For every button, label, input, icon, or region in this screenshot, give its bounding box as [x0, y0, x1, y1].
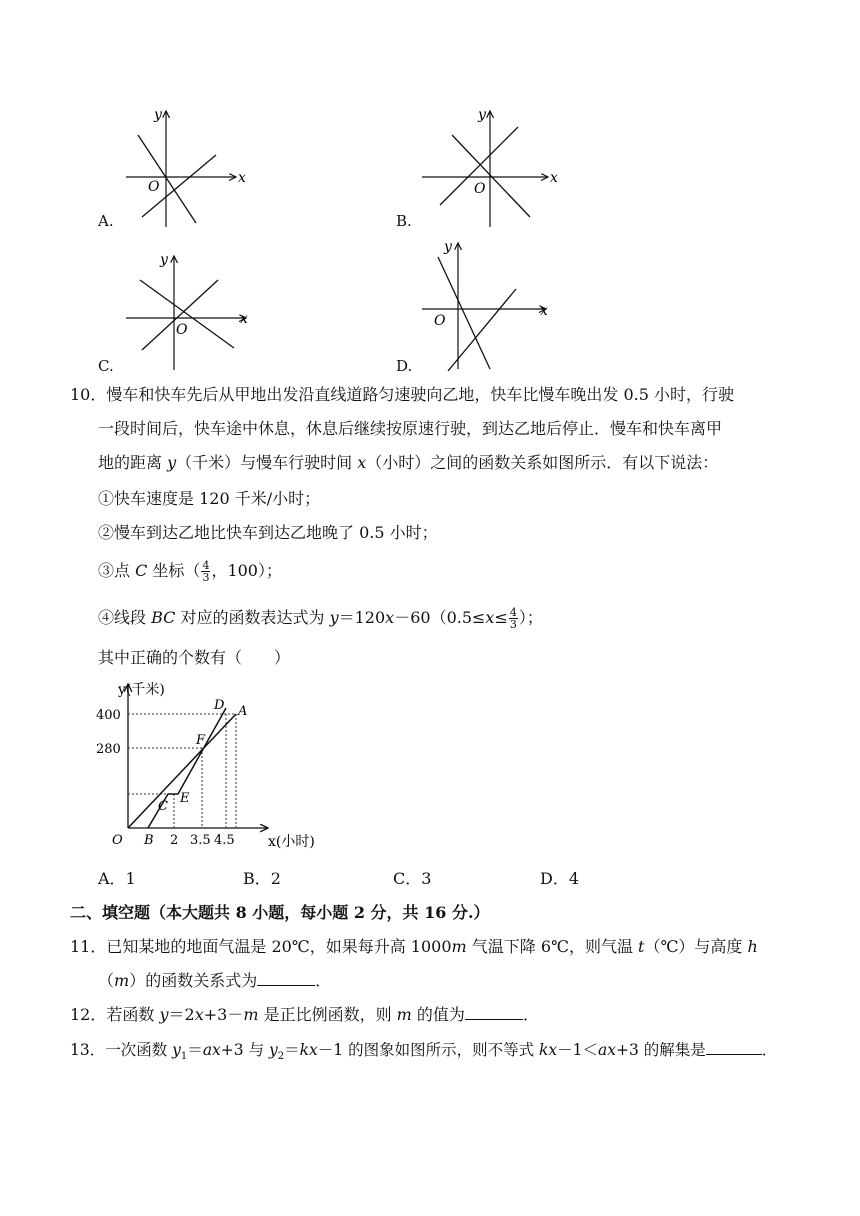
subscript: 2: [277, 1051, 285, 1063]
text: ＝2: [168, 1005, 195, 1024]
var-y2: y: [269, 1041, 278, 1059]
var-kx: kx: [299, 1041, 318, 1059]
var-x: x: [385, 608, 395, 627]
q10-statement-1: ①快车速度是 120 千米/小时；: [98, 489, 321, 508]
text: （℃）与高度: [644, 937, 748, 956]
q10-option-d[interactable]: D．4: [540, 869, 580, 888]
segment-bc: BC: [151, 608, 176, 627]
var-y: y: [167, 453, 177, 472]
section-2-title: 二、填空题（本大题共 8 小题，每小题 2 分，共 16 分.）: [70, 903, 490, 922]
text: 是正比例函数，则: [258, 1005, 397, 1024]
graph-ylabel: y(千米): [118, 682, 165, 698]
answer-blank[interactable]: [257, 971, 315, 986]
y-label: y: [444, 239, 452, 255]
text: 的值为: [411, 1005, 465, 1024]
tick-x35: 3.5: [190, 833, 211, 848]
q9-graph-a-svg: [118, 105, 248, 230]
text: ＝120: [338, 608, 386, 627]
y-label: y: [160, 252, 168, 268]
text: 气温下降 6℃，则气温: [466, 937, 639, 956]
q9-option-a-label[interactable]: A.: [98, 212, 114, 230]
q10-graph-svg: [90, 672, 340, 857]
q10-option-b[interactable]: B．2: [243, 869, 281, 888]
point-f-label: F: [196, 733, 206, 748]
tick-x2: 2: [170, 833, 179, 848]
text: ）的函数关系式为: [129, 971, 258, 990]
q13-line: [70, 1039, 777, 1068]
origin-label: O: [474, 181, 486, 197]
var-m: m: [243, 1005, 259, 1024]
text: 11．已知某地的地面气温是 20℃，如果每升高 1000: [70, 937, 452, 956]
q11-line1: [70, 936, 758, 958]
point-b-label: B: [144, 833, 154, 848]
text: 地的距离: [98, 453, 168, 472]
text: ④线段: [98, 608, 152, 627]
q10-stem-line3: [98, 452, 718, 474]
point-c-label: C: [158, 799, 168, 814]
q9-option-b-label[interactable]: B.: [396, 212, 412, 230]
var-y: y: [159, 1005, 169, 1024]
denominator: 3: [509, 618, 517, 631]
text: －1 的图象如图所示，则不等式: [317, 1041, 540, 1059]
text: －1＜: [557, 1041, 599, 1059]
fraction: [201, 560, 210, 583]
q12-line: [70, 1004, 539, 1026]
text: ＝: [284, 1041, 300, 1059]
text: ≤: [494, 608, 508, 627]
numerator: 4: [202, 559, 210, 572]
x-label: x: [240, 311, 248, 327]
var-x: x: [357, 453, 367, 472]
text: ．: [522, 1005, 539, 1024]
text: －60（0.5≤: [394, 608, 486, 627]
q9-graph-b-svg: [418, 105, 558, 230]
line-1: [142, 280, 218, 350]
answer-blank[interactable]: [465, 1005, 523, 1020]
text: 对应的函数表达式为: [175, 608, 330, 627]
origin-label: O: [112, 833, 123, 848]
origin-label: O: [176, 322, 188, 338]
q10-graph: [90, 672, 340, 857]
text: （千米）与慢车行驶时间: [176, 453, 358, 472]
q10-stem-line1: 10．慢车和快车先后从甲地出发沿直线道路匀速驶向乙地，快车比慢车晚出发 0.5 小时，行驶: [70, 385, 734, 404]
x-label: x: [238, 170, 246, 186]
unit-m: m: [451, 937, 467, 956]
point-a-label: A: [238, 704, 248, 719]
text: +3 与: [220, 1041, 269, 1059]
var-kx: kx: [539, 1041, 558, 1059]
q10-stem-line2: 一段时间后，快车途中休息，休息后继续按原速行驶，到达乙地后停止．慢车和快车离甲: [98, 419, 723, 438]
text: （: [98, 971, 115, 990]
text: ）；: [518, 608, 543, 627]
var-m: m: [396, 1005, 412, 1024]
var-x: x: [485, 608, 495, 627]
origin-label: O: [434, 313, 446, 329]
tick-x45: 4.5: [214, 833, 235, 848]
unit-m: m: [114, 971, 130, 990]
q10-statement-2: ②慢车到达乙地比快车到达乙地晚了 0.5 小时；: [98, 523, 438, 542]
var-ax: ax: [598, 1041, 617, 1059]
q10-statement-3: [98, 560, 282, 583]
text: 13．一次函数: [70, 1041, 173, 1059]
var-x: x: [194, 1005, 204, 1024]
text: （小时）之间的函数关系如图所示．有以下说法：: [366, 453, 719, 472]
tick-280: 280: [96, 742, 121, 757]
text: 坐标（: [147, 561, 201, 580]
fraction: [509, 607, 518, 630]
text: ．: [761, 1041, 778, 1059]
var-y1: y: [172, 1041, 181, 1059]
q9-graph-d: [418, 237, 558, 372]
denominator: 3: [202, 571, 210, 584]
point-c: C: [135, 561, 148, 580]
text: ，100）；: [211, 561, 282, 580]
q9-graph-c: [120, 250, 255, 375]
var-y: y: [329, 608, 339, 627]
tick-400: 400: [96, 708, 121, 723]
q10-option-a[interactable]: A．1: [98, 869, 136, 888]
q9-graph-b: [418, 105, 558, 230]
line-2: [452, 135, 530, 217]
slow-car-line: [128, 714, 236, 828]
y-label: y: [478, 107, 486, 123]
origin-label: O: [148, 179, 160, 195]
text: ＝: [187, 1041, 203, 1059]
q10-statement-4: [98, 607, 543, 630]
point-d-label: D: [214, 698, 225, 713]
text: ③点: [98, 561, 136, 580]
q11-line2: [98, 970, 331, 992]
numerator: 4: [509, 606, 517, 619]
x-label: x: [550, 170, 558, 186]
q10-ask: 其中正确的个数有（ ）: [98, 648, 291, 667]
point-e-label: E: [180, 791, 190, 806]
q10-option-c[interactable]: C．3: [393, 869, 432, 888]
y-label: y: [154, 107, 162, 123]
q9-option-c-label[interactable]: C.: [98, 357, 114, 375]
var-h: h: [747, 937, 758, 956]
graph-xlabel: x(小时): [268, 834, 315, 850]
q9-option-d-label[interactable]: D.: [396, 357, 413, 375]
text: ．: [315, 971, 332, 990]
q9-graph-a: [118, 105, 248, 230]
subscript: 1: [180, 1051, 188, 1063]
answer-blank[interactable]: [706, 1040, 762, 1055]
text: +3－: [203, 1005, 244, 1024]
q9-graph-c-svg: [120, 250, 255, 375]
text: 12．若函数: [70, 1005, 160, 1024]
q9-graph-d-svg: [418, 237, 558, 372]
var-ax: ax: [202, 1041, 221, 1059]
text: +3 的解集是: [616, 1041, 706, 1059]
x-label: x: [540, 303, 548, 319]
var-t: t: [638, 937, 645, 956]
